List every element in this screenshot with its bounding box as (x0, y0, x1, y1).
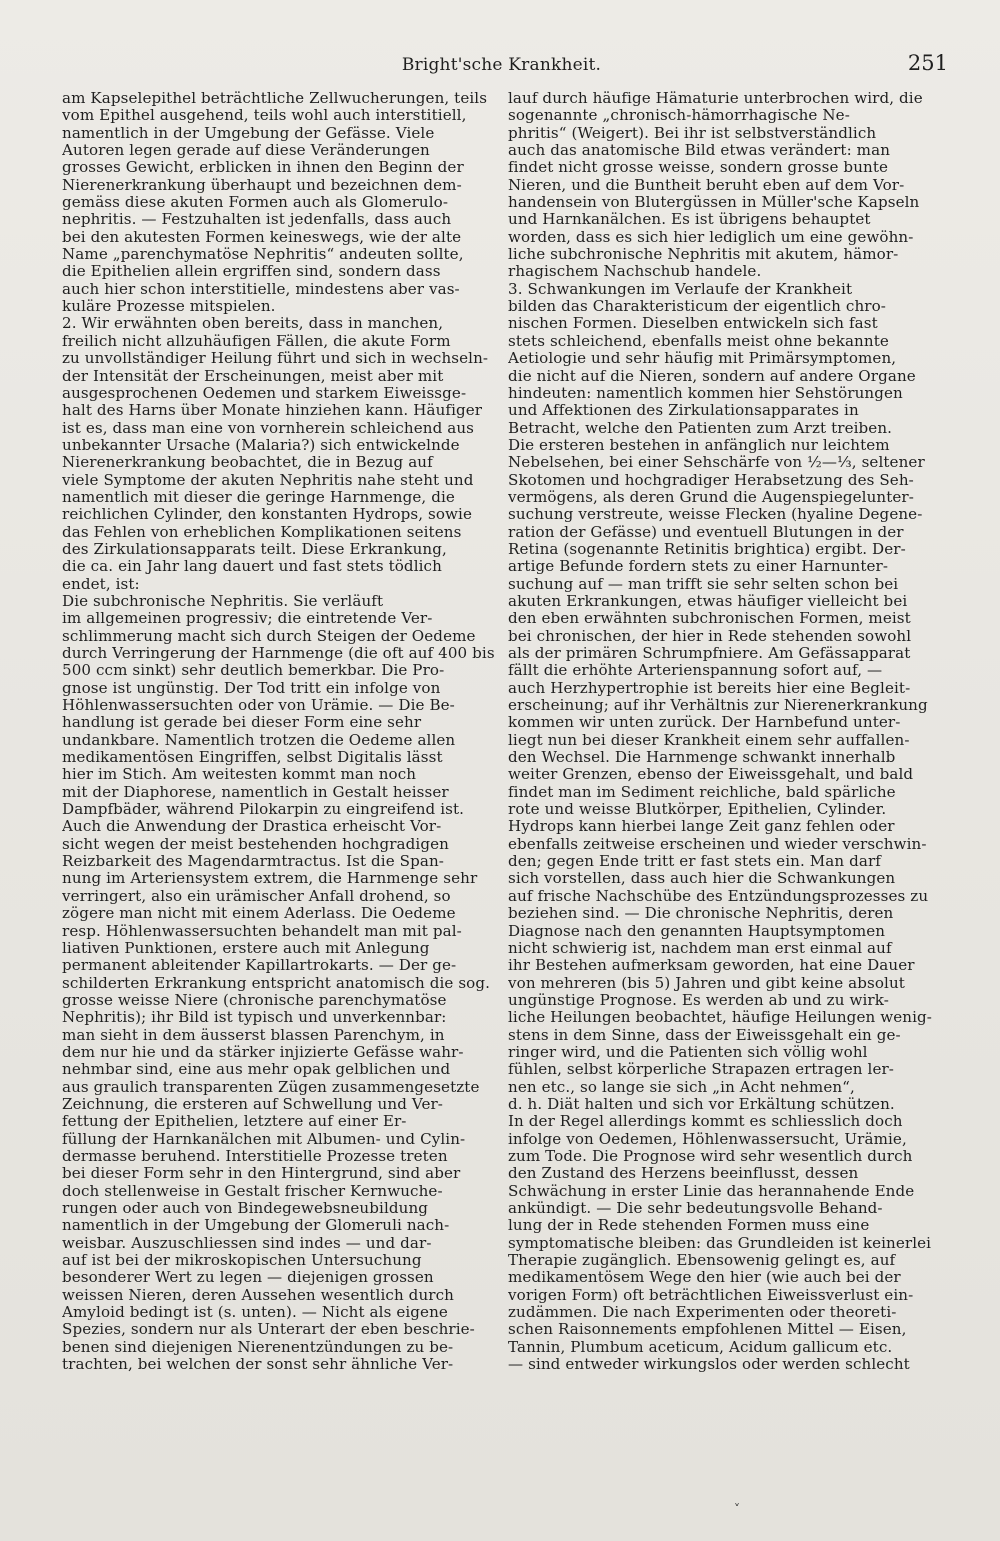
text-line: und Affektionen des Zirkulationsapparates in (508, 402, 859, 420)
text-line: findet man im Sediment reichliche, bald spärliche (508, 783, 896, 801)
text-line: ihr Bestehen aufmerksam geworden, hat eine Dauer (508, 957, 915, 975)
text-line: permanent ableitender Kapillartrokarts. — Der ge- (62, 957, 457, 975)
text-line: viele Symptome der akuten Nephritis nahe steht und (62, 471, 474, 489)
text-line: die ca. ein Jahr lang dauert und fast stets tödlich (62, 558, 442, 576)
text-line: namentlich mit dieser die geringe Harnmenge, die (62, 488, 455, 506)
text-line: liche Heilungen beobachtet, häufige Heilungen wenig- (508, 1009, 932, 1027)
text-line: verringert, also ein urämischer Anfall drohend, so (62, 887, 451, 905)
text-line: sicht wegen der meist bestehenden hochgradigen (62, 835, 449, 853)
text-line: fällt die erhöhte Arterienspannung sofort auf, — (508, 662, 883, 680)
text-line: erscheinung; auf ihr Verhältnis zur Nierenerkrankung (508, 697, 928, 715)
text-line: artige Befunde fordern stets zu einer Harnunter- (508, 558, 889, 576)
text-line: grosse weisse Niere (chronische parenchymatöse (62, 991, 447, 1009)
text-line: Die subchronische Nephritis. Sie verläuft (62, 592, 384, 610)
text-line: schilderten Erkrankung entspricht anatomisch die sog. (62, 974, 491, 992)
text-line: nephritis. — Festzuhalten ist jedenfalls, dass auch (62, 211, 452, 229)
text-line: Auch die Anwendung der Drastica erheischt Vor- (62, 818, 442, 836)
text-line: zudämmen. Die nach Experimenten oder theoreti- (508, 1304, 897, 1322)
text-line: unbekannter Ursache (Malaria?) sich entwickelnde (62, 436, 460, 454)
text-line: worden, dass es sich hier lediglich um eine gewöhn- (508, 228, 914, 246)
text-line: benen sind diejenigen Nierenentzündungen zu be- (62, 1338, 454, 1356)
text-line: fühlen, selbst körperliche Strapazen ertragen ler- (508, 1061, 894, 1079)
text-line: stets schleichend, ebenfalls meist ohne bekannte (508, 332, 889, 350)
text-line: vorigen Form) oft beträchtlichen Eiweissverlust ein- (508, 1286, 914, 1304)
text-line: Nieren, und die Buntheit beruht eben auf dem Vor- (508, 176, 905, 194)
text-line: doch stellenweise in Gestalt frischer Kernwuche- (62, 1182, 443, 1200)
text-line: Therapie zugänglich. Ebensowenig gelingt es, auf (508, 1252, 896, 1270)
text-line: bei dieser Form sehr in den Hintergrund, sind aber (62, 1165, 461, 1183)
text-line: rungen oder auch von Bindegewebsneubildung (62, 1200, 429, 1217)
text-line: gemäss diese akuten Formen auch als Glomerulo- (62, 194, 449, 212)
text-line: Aetiologie und sehr häufig mit Primärsymptomen, (508, 350, 897, 368)
text-line: liativen Punktionen, erstere auch mit Anlegung (62, 939, 430, 957)
text-line: Hydrops kann hierbei lange Zeit ganz fehlen oder (508, 818, 895, 836)
text-line: handensein von Blutergüssen in Müller'sche Kapseln (508, 194, 920, 212)
printer-mark: ˅ (734, 1502, 740, 1516)
text-line: Name „parenchymatöse Nephritis“ andeuten sollte, (62, 246, 464, 264)
text-line: auch hier schon interstitielle, mindestens aber vas- (62, 280, 460, 298)
text-line: Nebelsehen, bei einer Sehschärfe von ½—⅓, seltener (508, 454, 925, 472)
text-line: weiter Grenzen, ebenso der Eiweissgehalt, und bald (508, 766, 914, 784)
text-line: hindeuten: namentlich kommen hier Sehstörungen (508, 384, 903, 402)
text-line: mit der Diaphorese, namentlich in Gestalt heisser (62, 783, 449, 801)
text-line: In der Regel allerdings kommt es schliesslich doch (508, 1113, 903, 1131)
text-line: kommen wir unten zurück. Der Harnbefund unter- (508, 714, 901, 732)
text-line: den; gegen Ende tritt er fast stets ein. Man darf (508, 853, 881, 871)
text-line: kuläre Prozesse mitspielen. (62, 298, 276, 316)
text-line: Autoren legen gerade auf diese Veränderungen (62, 142, 430, 160)
text-line: Spezies, sondern nur als Unterart der eben beschrie- (62, 1321, 475, 1339)
text-line: die Epithelien allein ergriffen sind, sondern dass (62, 263, 441, 281)
text-line: 500 ccm sinkt) sehr deutlich bemerkbar. Die Pro- (62, 662, 445, 680)
page-header (55, 51, 948, 83)
right-text-column (508, 90, 946, 1373)
text-line: nischen Formen. Dieselben entwickeln sich fast (508, 315, 878, 333)
text-line: medikamentösen Eingriffen, selbst Digitalis lässt (62, 749, 443, 767)
text-line: den Zustand des Herzens beeinflusst, dessen (508, 1165, 859, 1183)
text-line: — sind entweder wirkungslos oder werden schlecht (508, 1356, 910, 1374)
text-line: besonderer Wert zu legen — diejenigen grossen (62, 1269, 434, 1287)
text-line: freilich nicht allzuhäufigen Fällen, die akute Form (62, 332, 451, 350)
text-line: dermasse beruhend. Interstitielle Prozesse treten (62, 1147, 448, 1165)
text-line: stens in dem Sinne, dass der Eiweissgehalt ein ge- (508, 1026, 901, 1044)
text-line: man sieht in dem äusserst blassen Parenchym, in (62, 1026, 445, 1044)
text-line: Amyloid bedingt ist (s. unten). — Nicht als eigene (62, 1304, 448, 1322)
text-line: Die ersteren bestehen in anfänglich nur leichtem (508, 436, 890, 454)
text-line: ration der Gefässe) und eventuell Blutungen in der (508, 523, 904, 541)
text-line: zu unvollständiger Heilung führt und sich in wechseln- (62, 350, 489, 368)
text-line: vermögens, als deren Grund die Augenspiegelunter- (508, 488, 914, 506)
text-line: füllung der Harnkanälchen mit Albumen- und Cylin- (62, 1130, 466, 1148)
running-head: Bright'sche Krankheit. (401, 55, 602, 75)
text-line: Reizbarkeit des Magendarmtractus. Ist die Span- (62, 853, 444, 871)
text-line: das Fehlen von erheblichen Komplikationen seitens (62, 523, 462, 541)
text-line: als der primären Schrumpfniere. Am Gefässapparat (508, 645, 911, 662)
text-line: ungünstige Prognose. Es werden ab und zu wirk- (508, 991, 889, 1009)
text-line: resp. Höhlenwassersuchten behandelt man mit pal- (62, 922, 462, 940)
text-line: auf frische Nachschübe des Entzündungsprozesses zu (508, 887, 929, 905)
text-line: suchung auf — man trifft sie sehr selten schon bei (508, 575, 899, 593)
text-line: und Harnkanälchen. Es ist übrigens behauptet (508, 211, 871, 229)
text-line: vom Epithel ausgehend, teils wohl auch interstitiell, (62, 107, 467, 125)
text-line: nung im Arteriensystem extrem, die Harnmenge sehr (62, 870, 478, 888)
text-line: 2. Wir erwähnten oben bereits, dass in manchen, (62, 315, 444, 333)
text-line: auch das anatomische Bild etwas verändert: man (508, 142, 891, 160)
text-line: undankbare. Namentlich trotzen die Oedeme allen (62, 731, 456, 749)
text-line: zum Tode. Die Prognose wird sehr wesentlich durch (508, 1147, 913, 1165)
text-line: schen Raisonnements empfohlenen Mittel — Eisen, (508, 1321, 907, 1339)
text-line: die nicht auf die Nieren, sondern auf andere Organe (508, 367, 916, 385)
text-line: reichlichen Cylinder, den konstanten Hydrops, sowie (62, 506, 473, 524)
text-line: Höhlenwassersuchten oder von Urämie. — Die Be- (62, 697, 455, 715)
text-line: endet, ist: (62, 575, 140, 593)
text-line: lauf durch häufige Hämaturie unterbrochen wird, die (508, 90, 923, 107)
text-line: akuten Erkrankungen, etwas häufiger vielleicht bei (508, 592, 908, 610)
text-line: Betracht, welche den Patienten zum Arzt treiben. (508, 419, 893, 437)
text-line: namentlich in der Umgebung der Gefässe. Viele (62, 124, 435, 142)
text-line: Skotomen und hochgradiger Herabsetzung des Seh- (508, 471, 914, 489)
text-line: des Zirkulationsapparats teilt. Diese Erkrankung, (62, 540, 447, 558)
text-line: grosses Gewicht, erblicken in ihnen den Beginn der (62, 159, 464, 177)
text-line: schlimmerung macht sich durch Steigen der Oedeme (62, 627, 476, 645)
page-number: 251 (907, 51, 948, 75)
text-line: liegt nun bei dieser Krankheit einem sehr auffallen- (508, 731, 910, 749)
text-line: bei chronischen, der hier in Rede stehenden sowohl (508, 627, 912, 645)
text-line: phritis“ (Weigert). Bei ihr ist selbstverständlich (508, 124, 877, 142)
text-line: aus graulich transparenten Zügen zusammengesetzte (62, 1078, 480, 1096)
text-line: den Wechsel. Die Harnmenge schwankt innerhalb (508, 749, 896, 767)
text-line: handlung ist gerade bei dieser Form eine sehr (62, 714, 422, 732)
text-line: auch Herzhypertrophie ist bereits hier eine Begleit- (508, 679, 911, 697)
text-line: Tannin, Plumbum aceticum, Acidum gallicum etc. (508, 1338, 893, 1356)
text-line: Retina (sogenannte Retinitis brightica) ergibt. Der- (508, 540, 906, 558)
text-line: findet nicht grosse weisse, sondern grosse bunte (508, 159, 889, 177)
text-line: nen etc., so lange sie sich „in Acht nehmen“, (508, 1078, 855, 1096)
text-line: lung der in Rede stehenden Formen muss eine (508, 1217, 870, 1235)
text-line: von mehreren (bis 5) Jahren und gibt keine absolut (508, 974, 905, 992)
text-line: fettung der Epithelien, letztere auf einer Er- (62, 1113, 407, 1131)
text-line: Zeichnung, die ersteren auf Schwellung und Ver- (62, 1095, 444, 1113)
text-line: Nierenerkrankung beobachtet, die in Bezug auf (62, 454, 433, 472)
text-line: 3. Schwankungen im Verlaufe der Krankheit (508, 280, 853, 298)
text-line: medikamentösem Wege den hier (wie auch bei der (508, 1269, 901, 1287)
text-line: rote und weisse Blutkörper, Epithelien, Cylinder. (508, 801, 887, 819)
text-line: ringer wird, und die Patienten sich völlig wohl (508, 1043, 868, 1061)
text-line: weisbar. Auszuschliessen sind indes — und dar- (62, 1234, 432, 1252)
text-line: weissen Nieren, deren Aussehen wesentlich durch (62, 1286, 454, 1304)
text-line: im allgemeinen progressiv; die eintretende Ver- (62, 610, 433, 628)
text-line: rhagischem Nachschub handele. (508, 263, 762, 281)
text-line: Dampfbäder, während Pilokarpin zu eingreifend ist. (62, 801, 465, 819)
text-line: symptomatische bleiben: das Grundleiden ist keinerlei (508, 1234, 932, 1252)
text-line: ebenfalls zeitweise erscheinen und wieder verschwin- (508, 835, 927, 853)
text-line: am Kapselepithel beträchtliche Zellwucherungen, teils (62, 90, 488, 107)
text-line: durch Verringerung der Harnmenge (die oft auf 400 bis (62, 645, 495, 662)
text-line: bilden das Charakteristicum der eigentlich chro- (508, 298, 886, 316)
text-line: bei den akutesten Formen keineswegs, wie der alte (62, 228, 462, 246)
text-line: dem nur hie und da stärker injizierte Gefässe wahr- (62, 1043, 464, 1061)
text-line: ist es, dass man eine von vornherein schleichend aus (62, 419, 474, 437)
text-line: nehmbar sind, eine aus mehr opak gelblichen und (62, 1061, 451, 1079)
text-line: ankündigt. — Die sehr bedeutungsvolle Behand- (508, 1200, 883, 1217)
left-text-column (62, 90, 502, 1373)
text-line: namentlich in der Umgebung der Glomeruli nach- (62, 1217, 450, 1235)
text-line: suchung verstreute, weisse Flecken (hyaline Degene- (508, 506, 923, 524)
text-line: zögere man nicht mit einem Aderlass. Die Oedeme (62, 905, 456, 923)
text-line: auf ist bei der mikroskopischen Untersuchung (62, 1252, 422, 1270)
text-line: infolge von Oedemen, Höhlenwassersucht, Urämie, (508, 1130, 907, 1148)
text-line: hier im Stich. Am weitesten kommt man noch (62, 766, 417, 784)
text-line: Nephritis); ihr Bild ist typisch und unverkennbar: (62, 1009, 447, 1027)
text-line: sogenannte „chronisch-hämorrhagische Ne- (508, 107, 850, 125)
text-line: beziehen sind. — Die chronische Nephritis, deren (508, 905, 894, 923)
text-line: d. h. Diät halten und sich vor Erkältung schützen. (508, 1095, 895, 1113)
text-line: halt des Harns über Monate hinziehen kann. Häufiger (62, 402, 483, 420)
text-line: Nierenerkrankung überhaupt und bezeichnen dem- (62, 176, 462, 194)
text-line: sich vorstellen, dass auch hier die Schwankungen (508, 870, 896, 888)
text-line: trachten, bei welchen der sonst sehr ähnliche Ver- (62, 1356, 454, 1374)
text-line: gnose ist ungünstig. Der Tod tritt ein infolge von (62, 679, 441, 697)
text-line: ausgesprochenen Oedemen und starkem Eiweissge- (62, 384, 467, 402)
text-line: der Intensität der Erscheinungen, meist aber mit (62, 367, 444, 385)
text-line: nicht schwierig ist, nachdem man erst einmal auf (508, 939, 892, 957)
text-line: den eben erwähnten subchronischen Formen, meist (508, 610, 911, 628)
text-line: Schwächung in erster Linie das herannahende Ende (508, 1182, 915, 1200)
text-line: liche subchronische Nephritis mit akutem, hämor- (508, 246, 899, 264)
text-line: Diagnose nach den genannten Hauptsymptomen (508, 922, 886, 940)
